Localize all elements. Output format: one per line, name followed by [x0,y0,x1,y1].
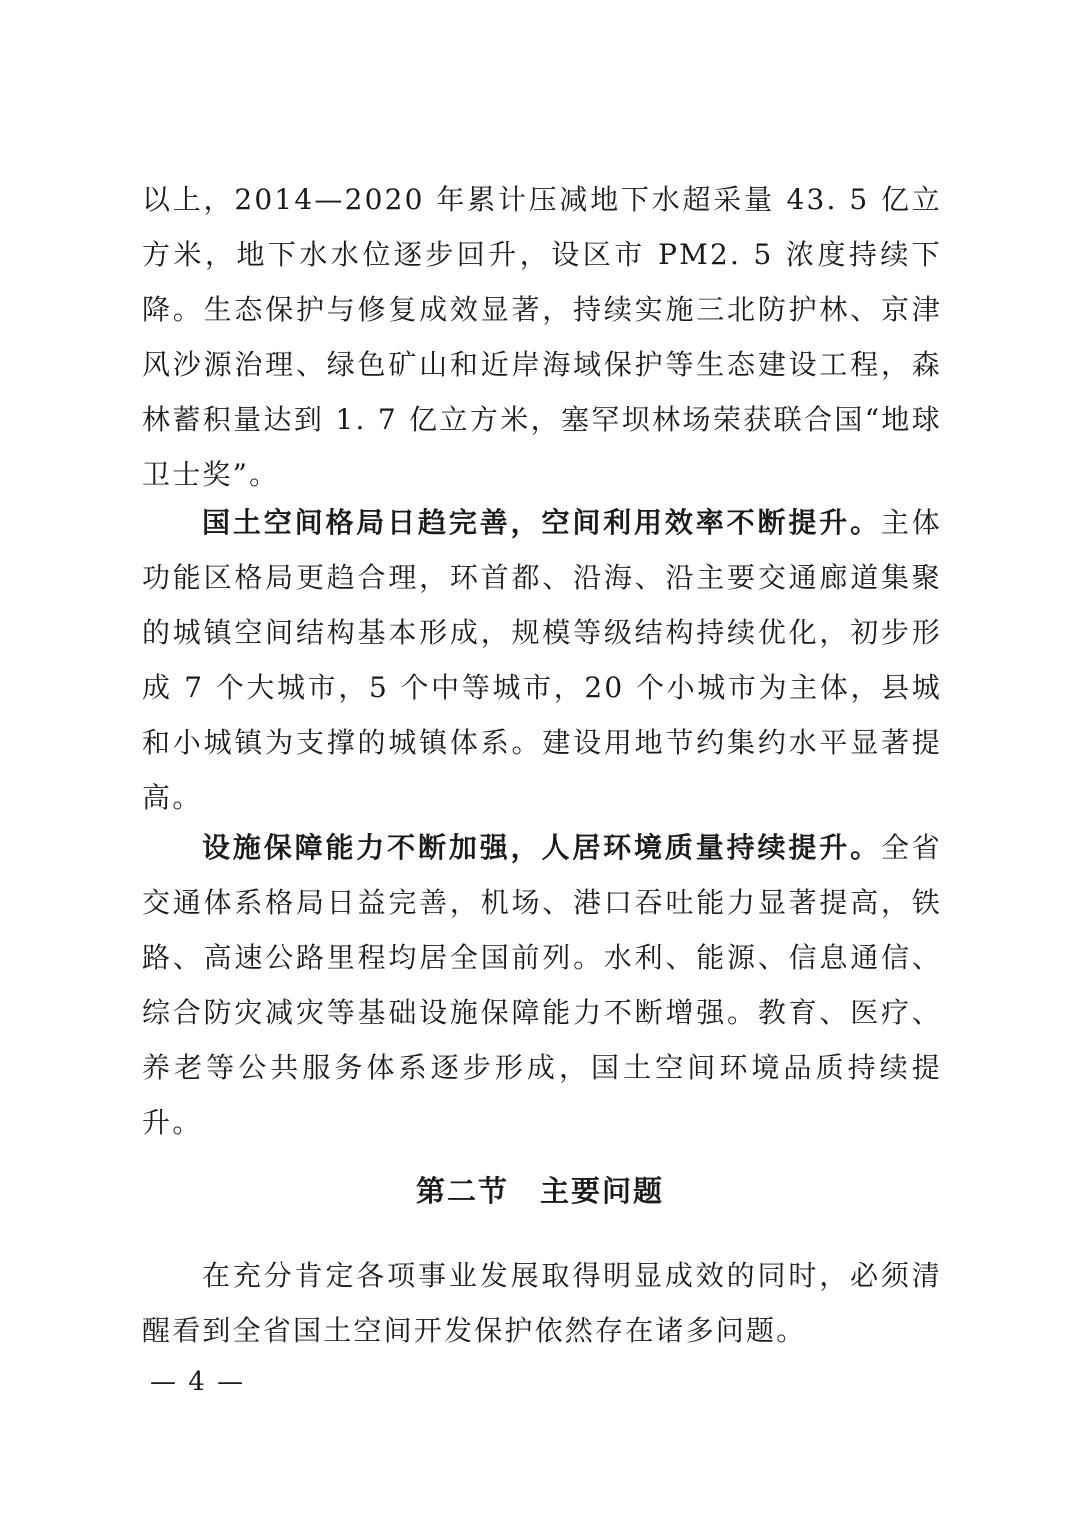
page-number: — 4 — [150,1367,246,1397]
paragraph-text: 在充分肯定各项事业发展取得明显成效的同时，必须清醒看到全省国土空间开发保护依然存在诸多问题。 [142,1259,942,1347]
section-heading: 第二节 主要问题 [415,1174,664,1208]
paragraph-infrastructure [142,820,942,1150]
paragraph-main-problems [142,1248,942,1358]
paragraph-text: 以上，2014—2020 年累计压减地下水超采量 43. 5 亿立方米，地下水水位逐步回升，设区市 PM2. 5 浓度持续下降。生态保护与修复成效显著，持续实施三北防护林、京津风沙源治理、绿色矿山和近岸海域保护等生态建设工程，森林蓄积量达到 1. 7 亿立方米，塞罕坝林场荣获联合国“地球卫士奖”。 [142,183,942,491]
paragraph-territorial-pattern [142,495,942,825]
paragraph-ecology-results [142,172,942,502]
paragraph-lead: 设施保障能力不断加强，人居环境质量持续提升。 [202,831,881,864]
paragraph-text: 全省交通体系格局日益完善，机场、港口吞吐能力显著提高，铁路、高速公路里程均居全国前列。水利、能源、信息通信、综合防灾减灾等基础设施保障能力不断增强。教育、医疗、养老等公共服务体系逐步形成，国土空间环境品质持续提升。 [142,831,942,1139]
paragraph-text: 主体功能区格局更趋合理，环首都、沿海、沿主要交通廊道集聚的城镇空间结构基本形成，规模等级结构持续优化，初步形成 7 个大城市，5 个中等城市，20 个小城市为主体，县城和小城镇为支撑的城镇体系。建设用地节约集约水平显著提高。 [142,506,942,814]
paragraph-lead: 国土空间格局日趋完善，空间利用效率不断提升。 [202,506,881,539]
